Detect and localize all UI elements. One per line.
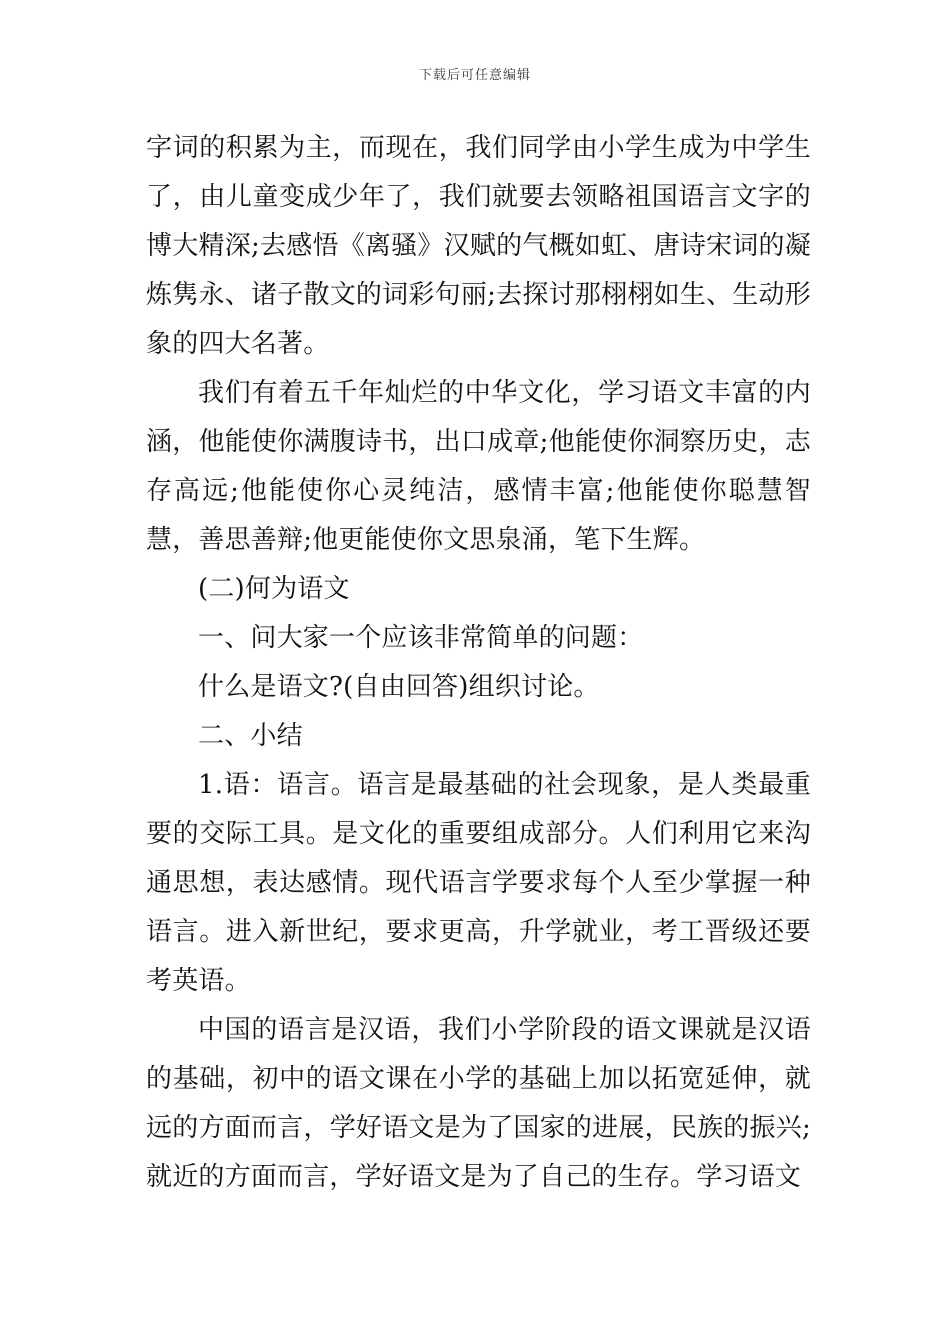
section-heading-summary: 二、小结 [198,721,303,751]
paragraph-culture: 我们有着五千年灿烂的中华文化，学习语文丰富的内涵，他能使你满腹诗书，出口成章;他能使你洞察历史，志存高远;他能使你心灵纯洁，感情丰富;他能使你聪慧智慧，善思善辩;他更能使你文思泉涌，笔下生辉。 [146,378,811,555]
paragraph-chinese-language: 中国的语言是汉语，我们小学阶段的语文课就是汉语的基础，初中的语文课在小学的基础上加以拓宽延伸，就远的方面而言，学好语文是为了国家的进展，民族的振兴;就近的方面而言，学好语文是为了自己的生存。学习语文 [146,1015,811,1192]
paragraph-question-intro: 一、问大家一个应该非常简单的问题： [198,623,644,653]
section-heading-what-is-chinese: (二)何为语文 [198,574,350,604]
page-header: 下载后可任意编辑 [418,68,531,83]
paragraph-language-definition: 1.语：语言。语言是最基础的社会现象，是人类最重要的交际工具。是文化的重要组成部分。人们利用它来沟通思想，表达感情。现代语言学要求每个人至少掌握一种语言。进入新世纪，要求更高，升学就业，考工晋级还要考英语。 [146,770,811,996]
paragraph-continuation: 字词的积累为主，而现在，我们同学由小学生成为中学生了，由儿童变成少年了，我们就要去领略祖国语言文字的博大精深;去感悟《离骚》汉赋的气概如虹、唐诗宋词的凝炼隽永、诸子散文的词彩句丽;去探讨那栩栩如生、生动形象的四大名著。 [146,133,811,359]
paragraph-question: 什么是语文?(自由回答)组织讨论。 [198,672,600,702]
document-body [146,124,811,1202]
